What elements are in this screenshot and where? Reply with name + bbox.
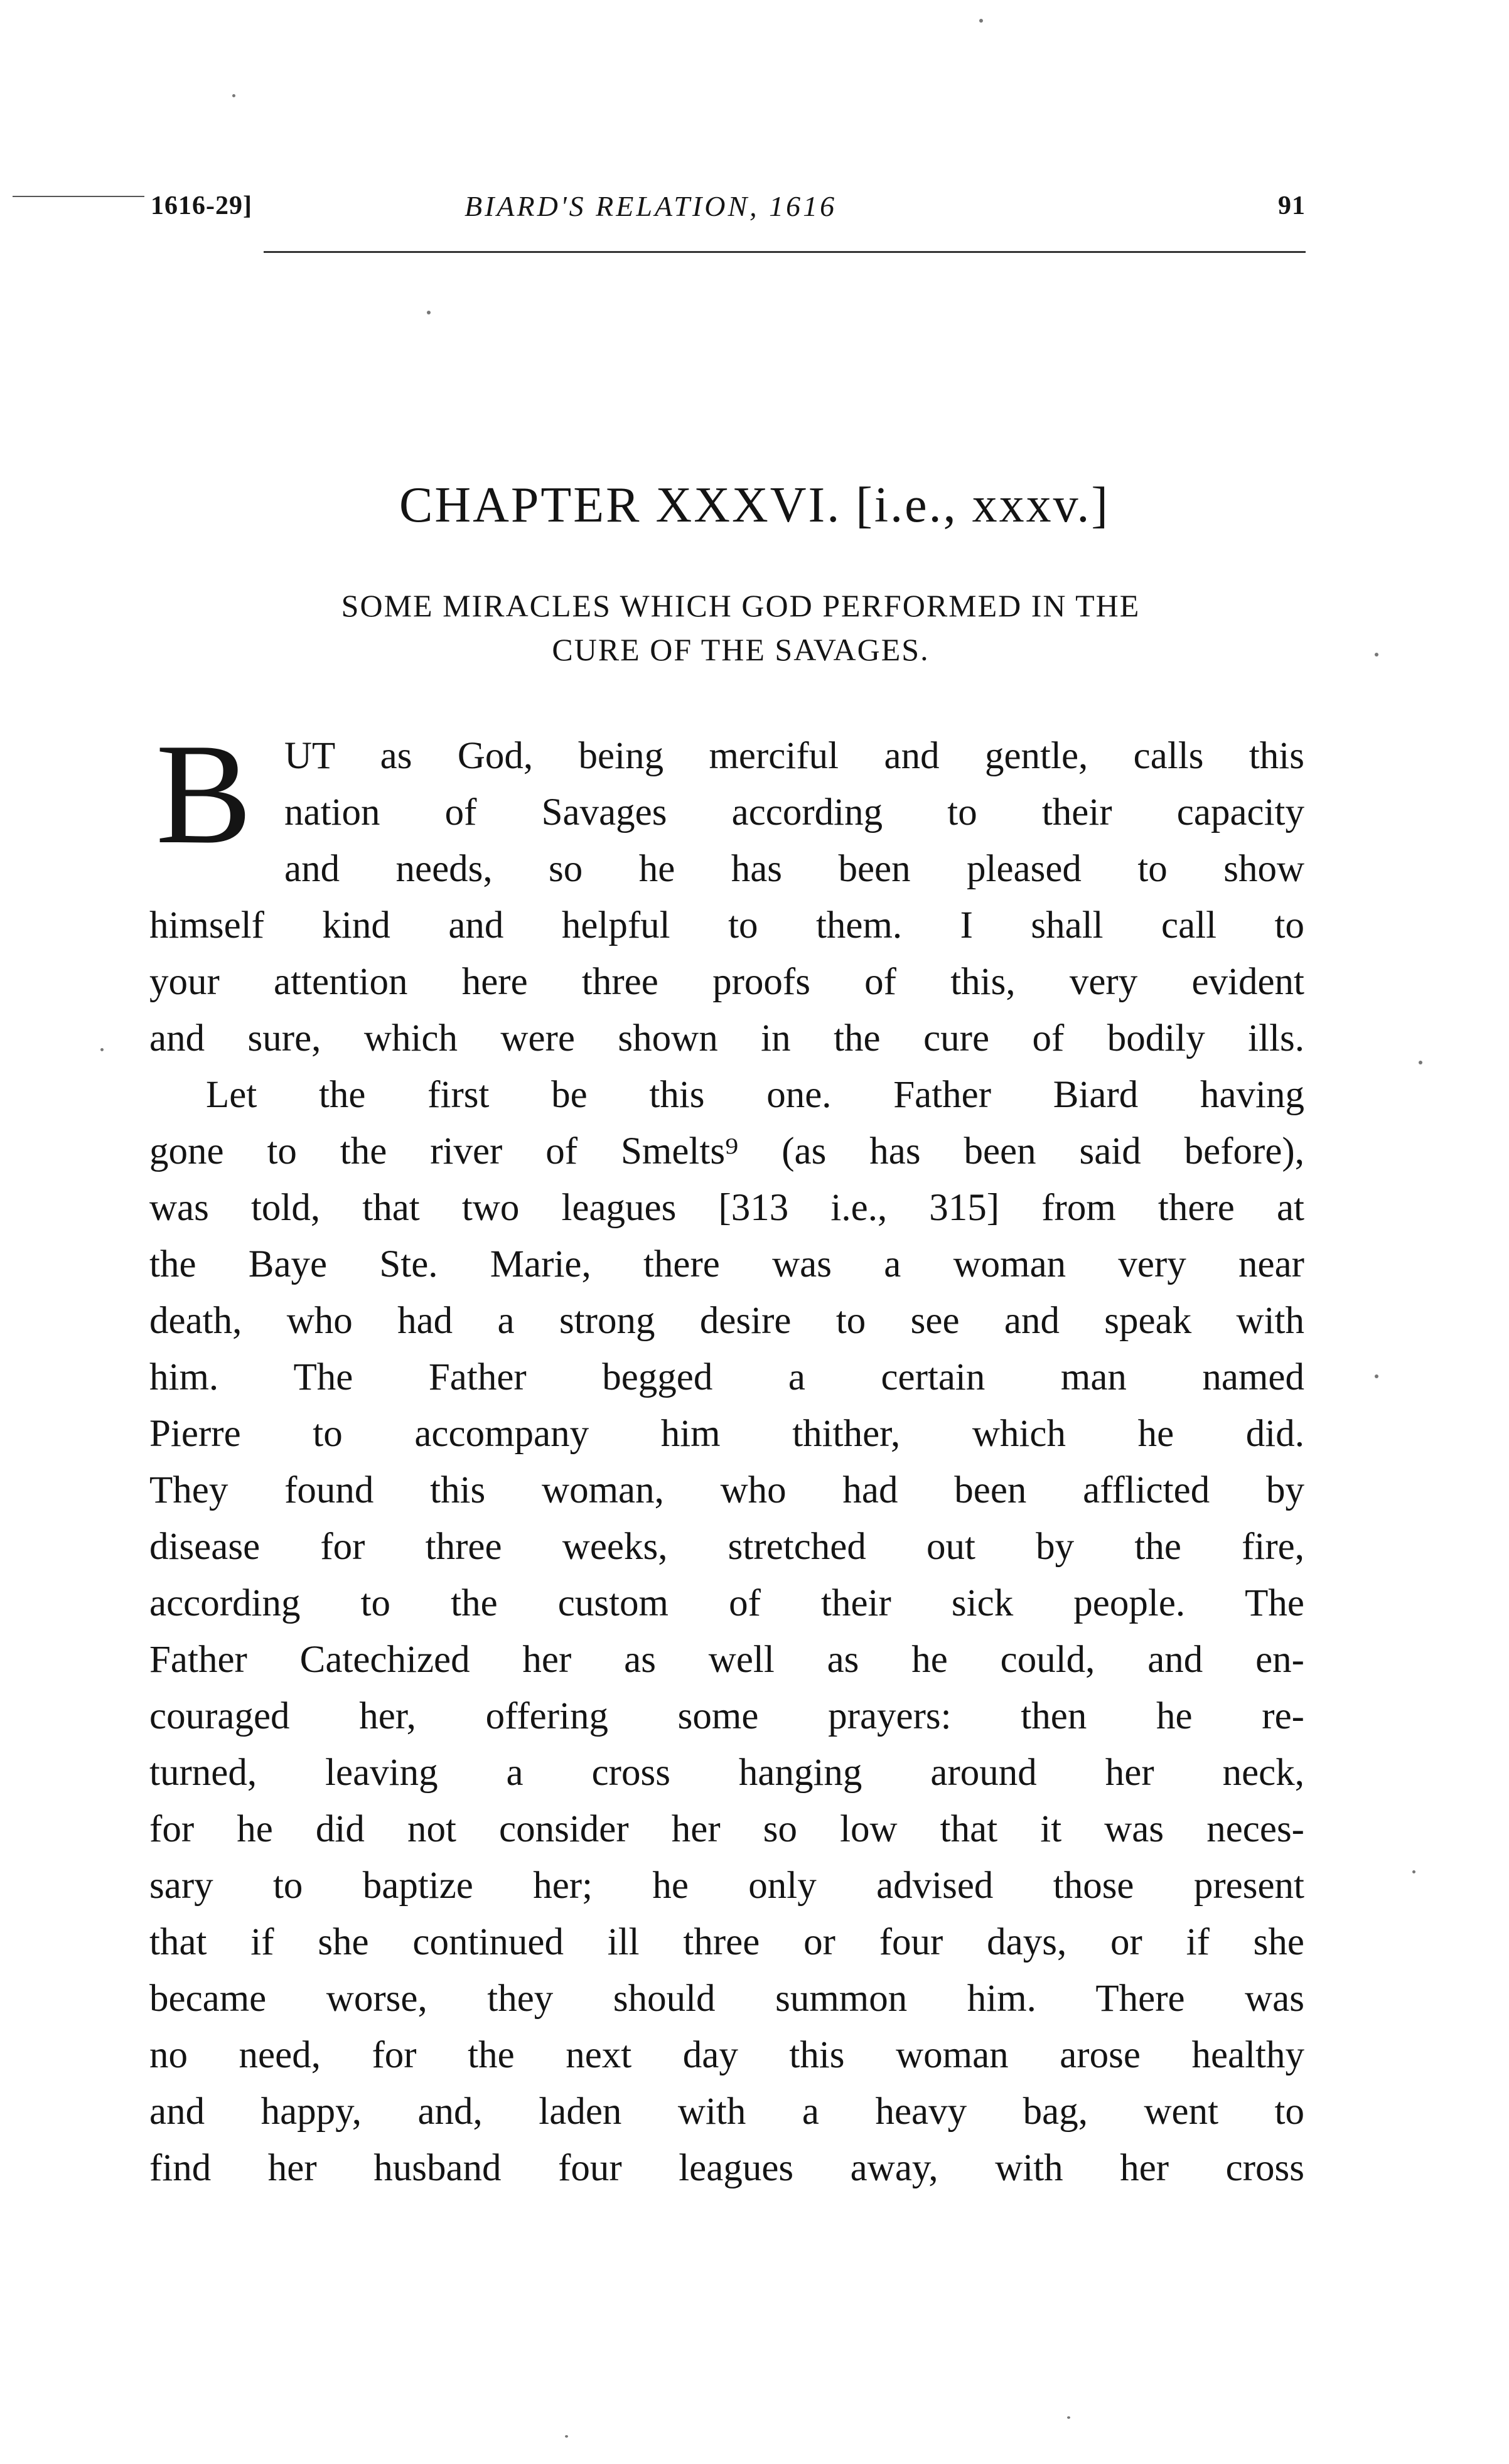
scan-speck	[1412, 1870, 1415, 1873]
text-line: sary to baptize her; he only advised those present	[149, 1865, 1304, 1907]
text-line: couraged her, offering some prayers: then he re-	[149, 1695, 1304, 1737]
scan-speck	[1067, 2416, 1070, 2419]
text-line: Pierre to accompany him thither, which he did.	[149, 1413, 1304, 1455]
running-head-years: 1616-29]	[151, 191, 252, 220]
text-line: was told, that two leagues [313 i.e., 315] from there at	[149, 1187, 1304, 1229]
text-line: find her husband four leagues away, with her cross	[149, 2147, 1304, 2189]
text-line: Father Catechized her as well as he could, and en-	[149, 1639, 1304, 1681]
text-line: and happy, and, laden with a heavy bag, went to	[149, 2091, 1304, 2133]
running-head	[144, 181, 1324, 237]
drop-cap: B	[156, 714, 252, 874]
scan-speck	[100, 1048, 104, 1051]
text-line: became worse, they should summon him. There was	[149, 1978, 1304, 2020]
text-line: that if she continued ill three or four days, or if she	[149, 1921, 1304, 1963]
scan-speck	[1375, 1374, 1378, 1378]
text-line: Let the first be this one. Father Biard having	[206, 1074, 1304, 1116]
body-text	[149, 714, 1304, 2197]
text-line: and sure, which were shown in the cure of bodily ills.	[149, 1017, 1304, 1059]
chapter-subtitle	[163, 584, 1318, 672]
page-number: 91	[1278, 191, 1306, 220]
text-line: for he did not consider her so low that it was neces-	[149, 1808, 1304, 1850]
text-line: no need, for the next day this woman arose healthy	[149, 2034, 1304, 2076]
text-line: They found this woman, who had been afflicted by	[149, 1469, 1304, 1511]
scan-speck	[232, 94, 235, 97]
text-line: death, who had a strong desire to see and speak with	[149, 1300, 1304, 1342]
scan-speck	[565, 2435, 568, 2438]
text-line: disease for three weeks, stretched out by the fire,	[149, 1526, 1304, 1568]
text-line: the Baye Ste. Marie, there was a woman very near	[149, 1243, 1304, 1285]
text-line: turned, leaving a cross hanging around her neck,	[149, 1752, 1304, 1794]
header-rule	[264, 251, 1306, 253]
text-line: UT as God, being merciful and gentle, calls this	[284, 735, 1304, 777]
chapter-subtitle-line: SOME MIRACLES WHICH GOD PERFORMED IN THE	[341, 588, 1141, 623]
scan-speck	[1419, 1061, 1422, 1064]
chapter-subtitle-line: CURE OF THE SAVAGES.	[552, 632, 930, 667]
text-line: himself kind and helpful to them. I shall call to	[149, 904, 1304, 946]
text-line: him. The Father begged a certain man named	[149, 1356, 1304, 1398]
running-head-title: BIARD'S RELATION, 1616	[465, 190, 837, 222]
text-line: nation of Savages according to their capacity	[284, 791, 1304, 833]
scan-speck	[1375, 653, 1378, 656]
text-line: according to the custom of their sick people. The	[149, 1582, 1304, 1624]
margin-mark	[13, 196, 144, 197]
scan-speck	[979, 19, 983, 23]
text-line: and needs, so he has been pleased to show	[284, 848, 1304, 890]
scan-speck	[427, 311, 431, 314]
text-line: your attention here three proofs of this, very evident	[149, 961, 1304, 1003]
chapter-title: CHAPTER XXXVI. [i.e., xxxv.]	[399, 478, 1110, 533]
text-line: gone to the river of Smelts⁹ (as has been said before),	[149, 1130, 1304, 1172]
